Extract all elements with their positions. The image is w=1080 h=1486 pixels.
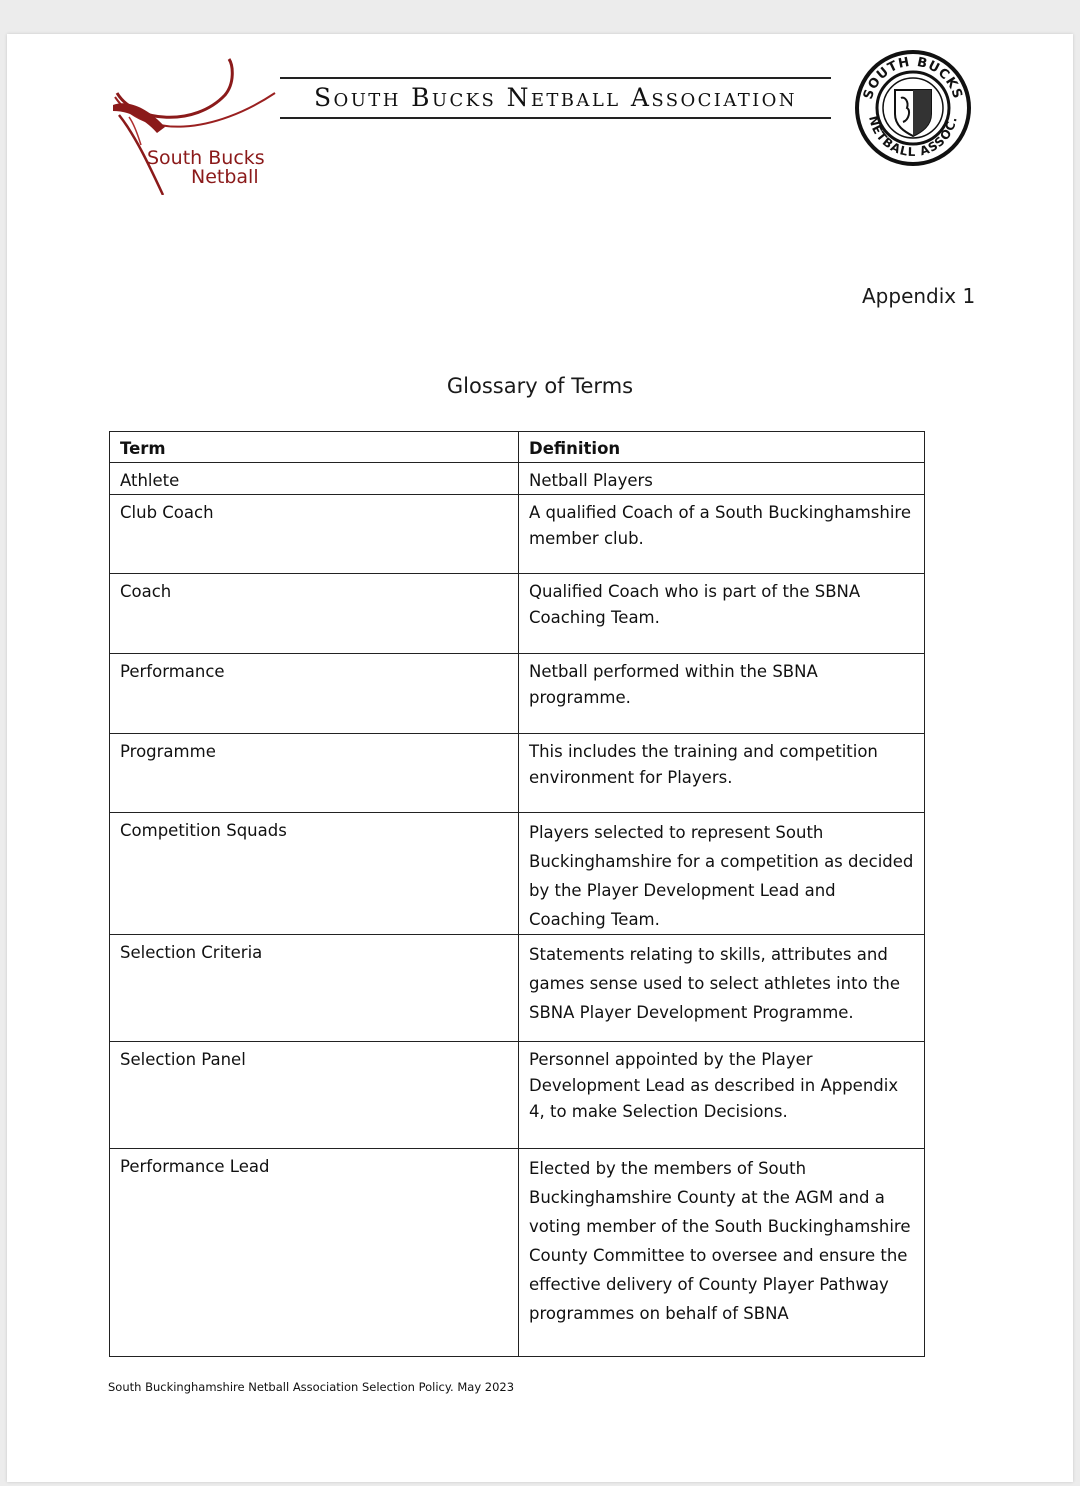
table-row [110, 654, 925, 734]
association-title: South Bucks Netball Association [280, 77, 831, 119]
term-cell: Club Coach [110, 495, 519, 574]
table-header-row [110, 432, 925, 463]
table-row [110, 935, 925, 1042]
term-cell: Selection Panel [110, 1042, 519, 1149]
definition-cell: Netball Players [519, 463, 925, 495]
definition-cell: Personnel appointed by the Player Development Lead as described in Appendix 4, to make Selection Decisions. [519, 1042, 925, 1149]
logo-text-south-bucks: South Bucks [147, 147, 265, 169]
glossary-title: Glossary of Terms [446, 374, 634, 398]
definition-cell: Players selected to represent South Buckinghamshire for a competition as decided by the Player Development Lead and Coaching Team. [519, 813, 925, 935]
term-cell: Competition Squads [110, 813, 519, 935]
table-row [110, 734, 925, 813]
table-row [110, 463, 925, 495]
definition-cell: Netball performed within the SBNA programme. [519, 654, 925, 734]
definition-cell: Elected by the members of South Buckinghamshire County at the AGM and a voting member of the South Buckinghamshire County Committee to oversee and ensure the effective delivery of County Player Pathway programmes on behalf of SBNA [519, 1149, 925, 1357]
column-header-term: Term [110, 432, 519, 463]
south-bucks-netball-logo [105, 45, 280, 195]
definition-cell: Statements relating to skills, attributes and games sense used to select athletes into the SBNA Player Development Programme. [519, 935, 925, 1042]
definition-cell: Qualified Coach who is part of the SBNA Coaching Team. [519, 574, 925, 654]
table-row [110, 1042, 925, 1149]
column-header-definition: Definition [519, 432, 925, 463]
appendix-label: Appendix 1 [862, 284, 976, 308]
table-row [110, 813, 925, 935]
term-cell: Performance [110, 654, 519, 734]
table-row [110, 495, 925, 574]
term-cell: Selection Criteria [110, 935, 519, 1042]
term-cell: Coach [110, 574, 519, 654]
term-cell: Programme [110, 734, 519, 813]
page-footer: South Buckinghamshire Netball Association Selection Policy. May 2023 [108, 1380, 515, 1394]
table-row [110, 574, 925, 654]
term-cell: Athlete [110, 463, 519, 495]
seal-bottom-text: NETBALL ASSOC. [866, 114, 960, 160]
glossary-table [109, 431, 925, 1357]
document-page [7, 34, 1073, 1482]
definition-cell: A qualified Coach of a South Buckinghamshire member club. [519, 495, 925, 574]
logo-text-netball: Netball [191, 166, 259, 188]
term-cell: Performance Lead [110, 1149, 519, 1357]
association-seal-icon [851, 46, 975, 170]
table-row [110, 1149, 925, 1357]
definition-cell: This includes the training and competition environment for Players. [519, 734, 925, 813]
seal-top-text: SOUTH BUCKS [860, 54, 966, 102]
